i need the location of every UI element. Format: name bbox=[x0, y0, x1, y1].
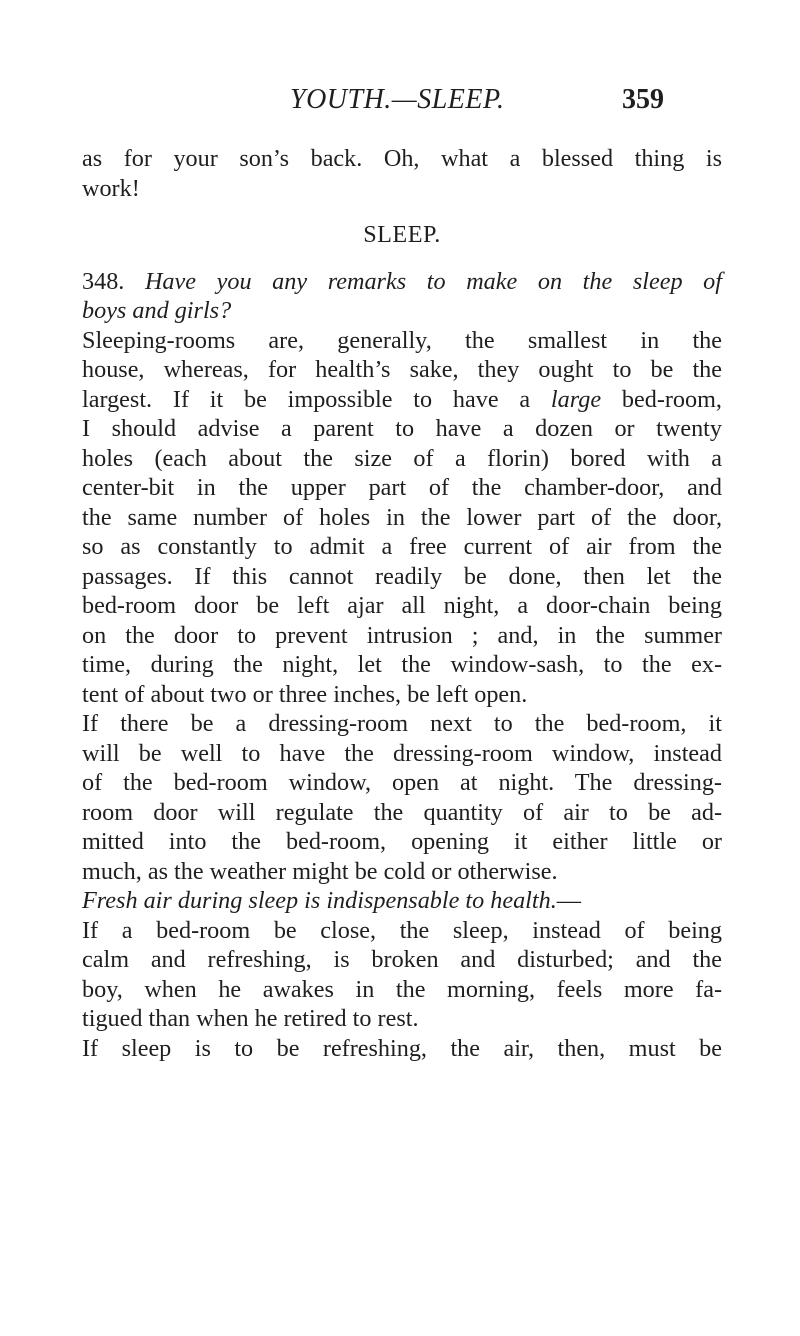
intro-paragraph bbox=[82, 144, 722, 203]
text-line: will be well to have the dressing-room window, instead bbox=[82, 739, 722, 767]
question-number: 348. bbox=[82, 267, 125, 295]
text-line: passages. If this cannot readily be done, then let the bbox=[82, 562, 722, 590]
em-dash: — bbox=[556, 887, 581, 914]
question-text-1: Have you any remarks to make on the sleep of bbox=[144, 267, 722, 295]
text-line: If a bed-room be close, the sleep, instead of being bbox=[82, 916, 722, 944]
text-segment: bed-room, bbox=[601, 385, 722, 413]
question-line bbox=[82, 296, 722, 326]
text-line: holes (each about the size of a florin) bored with a bbox=[82, 444, 722, 472]
text-line: house, whereas, for health’s sake, they ought to be the bbox=[82, 356, 722, 383]
text-line: on the door to prevent intrusion ; and, in the summer bbox=[82, 621, 722, 649]
italic-word: large bbox=[550, 385, 602, 413]
italic-lead: Fresh air during sleep is indispensable to health. bbox=[82, 887, 557, 914]
text-line: calm and refreshing, is broken and disturbed; and the bbox=[82, 946, 722, 973]
text-line: boy, when he awakes in the morning, feels more fa- bbox=[82, 975, 722, 1003]
text-line: bed-room door be left ajar all night, a door-chain being bbox=[82, 592, 722, 619]
paragraph-refreshing-sleep bbox=[82, 1034, 722, 1064]
text-line: tent of about two or three inches, be left open. bbox=[82, 680, 528, 708]
text-line: the same number of holes in the lower part of the door, bbox=[82, 503, 722, 531]
text-line: as for your son’s back. Oh, what a blessed thing is bbox=[82, 145, 722, 172]
text-line: center-bit in the upper part of the chamber-door, and bbox=[82, 474, 722, 501]
text-line: If there be a dressing-room next to the bed-room, it bbox=[82, 710, 722, 737]
paragraph-sleeping-rooms bbox=[82, 326, 722, 710]
running-title: YOUTH.—SLEEP. bbox=[290, 84, 505, 115]
running-head bbox=[80, 84, 800, 124]
text-line: much, as the weather might be cold or otherwise. bbox=[82, 857, 558, 885]
question-text-2: boys and girls? bbox=[82, 297, 232, 324]
question-line bbox=[82, 267, 722, 297]
text-line: time, during the night, let the window-sash, to the ex- bbox=[82, 651, 722, 678]
text-line: I should advise a parent to have a dozen or twenty bbox=[82, 415, 722, 442]
section-title: SLEEP. bbox=[363, 221, 441, 248]
text-line: room door will regulate the quantity of air to be ad- bbox=[82, 798, 722, 826]
text-line: of the bed-room window, open at night. The dressing- bbox=[82, 769, 722, 796]
text-line bbox=[82, 886, 722, 916]
text-line: so as constantly to admit a free current of air from the bbox=[82, 533, 722, 560]
text-line bbox=[82, 385, 722, 415]
text-line: tigued than when he retired to rest. bbox=[82, 1005, 419, 1032]
paragraph-dressing-room bbox=[82, 709, 722, 886]
text-line: work! bbox=[82, 174, 140, 202]
page-number: 359 bbox=[622, 84, 664, 115]
text-line: Sleeping-rooms are, generally, the smallest in the bbox=[82, 326, 722, 354]
text-segment: largest. If it be impossible to have a bbox=[82, 385, 551, 413]
text-line: If sleep is to be refreshing, the air, then, must be bbox=[82, 1034, 722, 1062]
question-paragraph bbox=[82, 267, 722, 326]
body-text bbox=[82, 144, 722, 1063]
paragraph-fresh-air bbox=[82, 886, 722, 1034]
text-line: mitted into the bed-room, opening it either little or bbox=[82, 828, 722, 855]
